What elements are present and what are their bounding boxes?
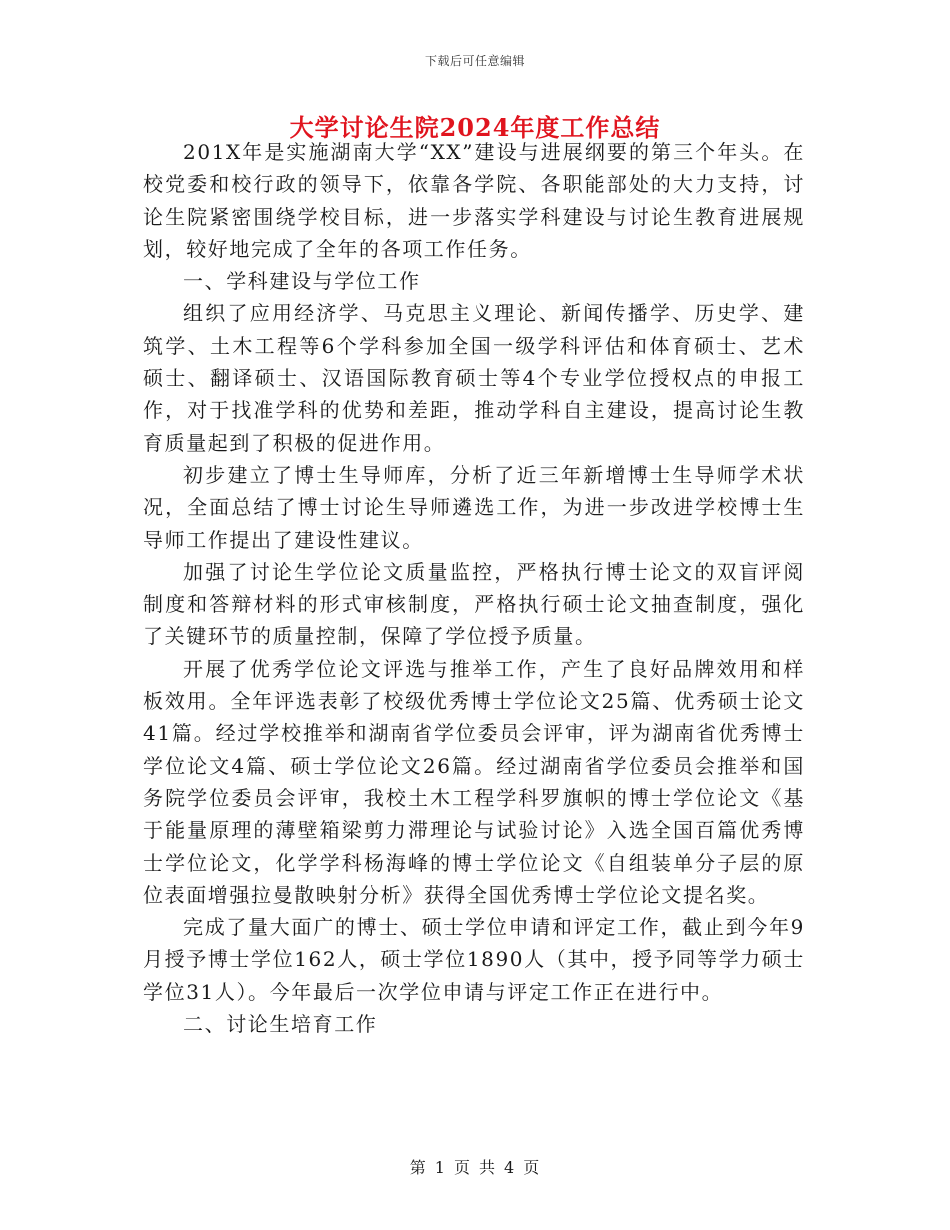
paragraph-thesis-quality: 加强了讨论生学位论文质量监控，严格执行博士论文的双盲评阅制度和答辩材料的形式审核制度，严格执行硕士论文抽查制度，强化了关键环节的质量控制，保障了学位授予质量。 [143, 559, 805, 649]
paragraph-degree-awards: 完成了量大面广的博士、硕士学位申请和评定工作，截止到今年9月授予博士学位162人，硕士学位1890人（其中，授予同等学力硕士学位31人）。今年最后一次学位申请与评定工作正在进行中。 [143, 915, 805, 1004]
document-title: 大学讨论生院2024年度工作总结 [289, 113, 661, 142]
paragraph-supervisor-database: 初步建立了博士生导师库，分析了近三年新增博士生导师学术状况，全面总结了博士讨论生导师遴选工作，为进一步改进学校博士生导师工作提出了建设性建议。 [143, 462, 805, 552]
section-heading-2: 二、讨论生培育工作 [183, 1012, 378, 1037]
paragraph-excellent-thesis: 开展了优秀学位论文评选与推举工作，产生了良好品牌效用和样板效用。全年评选表彰了校级优秀博士学位论文25篇、优秀硕士论文41篇。经过学校推举和湖南省学位委员会评审，评为湖南省优秀博士学位论文4篇、硕士学位论文26篇。经过湖南省学位委员会推举和国务院学位委员会评审，我校土木工程学科罗旗帜的博士学位论文《基于能量原理的薄壁箱梁剪力滞理论与试验讨论》入选全国百篇优秀博士学位论文，化学学科杨海峰的博士学位论文《自组装单分子层的原位表面增强拉曼散映射分析》获得全国优秀博士学位论文提名奖。 [143, 656, 805, 907]
footer-current-page: 1 [434, 1158, 446, 1177]
paragraph-discipline-evaluation: 组织了应用经济学、马克思主义理论、新闻传播学、历史学、建筑学、土木工程等6个学科参加全国一级学科评估和体育硕士、艺术硕士、翻译硕士、汉语国际教育硕士等4个专业学位授权点的申报工作，对于找准学科的优势和差距，推动学科自主建设，提高讨论生教育质量起到了积极的促进作用。 [143, 301, 805, 455]
page-number-footer [0, 1155, 950, 1178]
document-body [143, 136, 805, 1040]
footer-suffix: 页 [523, 1158, 541, 1177]
footer-total-word: 共 [479, 1158, 497, 1177]
footer-total-pages: 4 [504, 1158, 516, 1177]
footer-prefix: 第 [409, 1158, 427, 1177]
footer-page-word: 页 [453, 1158, 471, 1177]
paragraph-intro: 201X年是实施湖南大学“XX”建设与进展纲要的第三个年头。在校党委和校行政的领导下，依靠各学院、各职能部处的大力支持，讨论生院紧密围绕学校目标，进一步落实学科建设与讨论生教育进展规划，较好地完成了全年的各项工作任务。 [143, 140, 805, 261]
header-note: 下载后可任意编辑 [424, 54, 525, 68]
section-heading-1: 一、学科建设与学位工作 [183, 269, 421, 294]
